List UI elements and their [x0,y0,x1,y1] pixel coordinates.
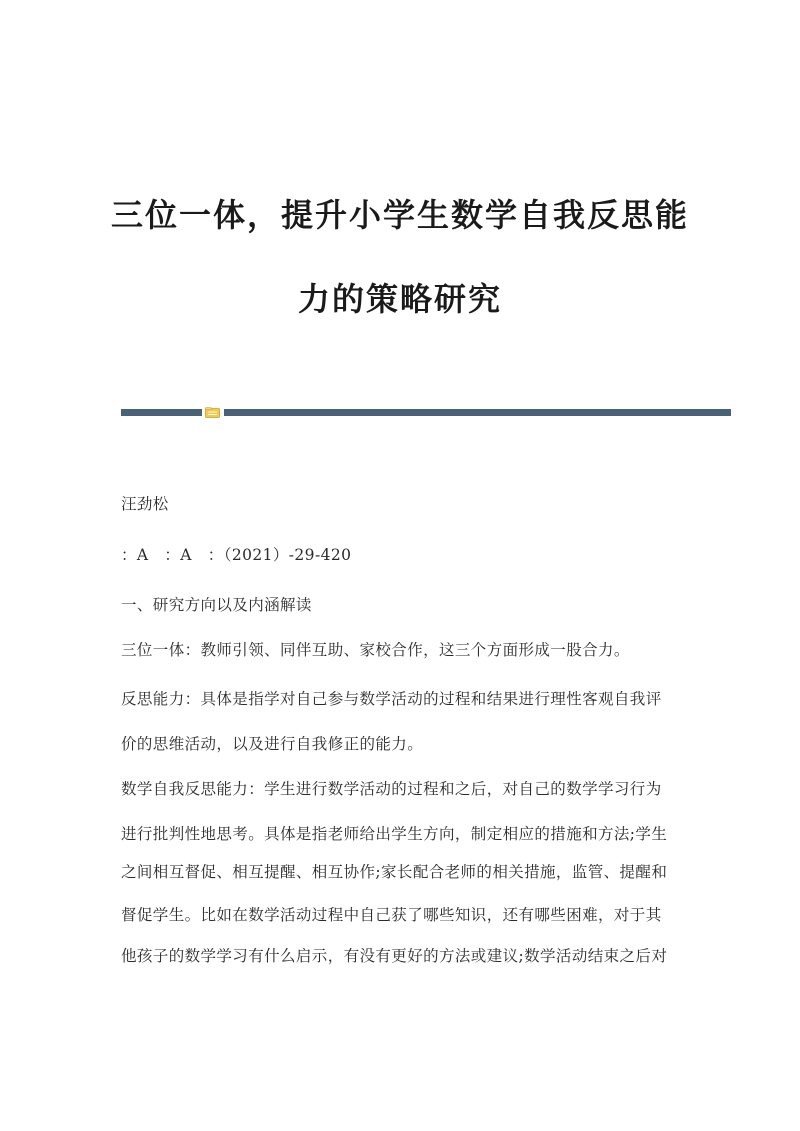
author-name: 汪劲松 [121,495,169,513]
paragraph-line: 他孩子的数学学习有什么启示，有没有更好的方法或建议;数学活动结束之后对 [121,947,668,965]
paragraph-line: 反思能力：具体是指学对自己参与数学活动的过程和结果进行理性客观自我评 [121,690,662,708]
paragraph-line: 数学自我反思能力：学生进行数学活动的过程和之后，对自己的数学学习行为 [121,780,662,798]
paragraph-line: 三位一体：教师引领、同伴互助、家校合作，这三个方面形成一股合力。 [121,641,630,659]
title-divider-left [121,409,202,416]
page-title-line-1: 三位一体，提升小学生数学自我反思能 [110,196,689,234]
document-meta: ：A ：A ：（2021）-29-420 [121,546,352,564]
paragraph-line: 督促学生。比如在数学活动过程中自己获了哪些知识，还有哪些困难，对于其 [121,906,662,924]
title-divider-right [224,409,731,416]
paragraph-line: 进行批判性地思考。具体是指老师给出学生方向，制定相应的措施和方法;学生 [121,825,668,843]
page-title-line-2: 力的策略研究 [297,280,502,318]
section-heading: 一、研究方向以及内涵解读 [121,596,312,614]
paragraph-line: 价的思维活动，以及进行自我修正的能力。 [121,735,424,753]
paragraph-line: 之间相互督促、相互提醒、相互协作;家长配合老师的相关措施，监管、提醒和 [121,863,668,881]
folder-icon [205,407,220,418]
